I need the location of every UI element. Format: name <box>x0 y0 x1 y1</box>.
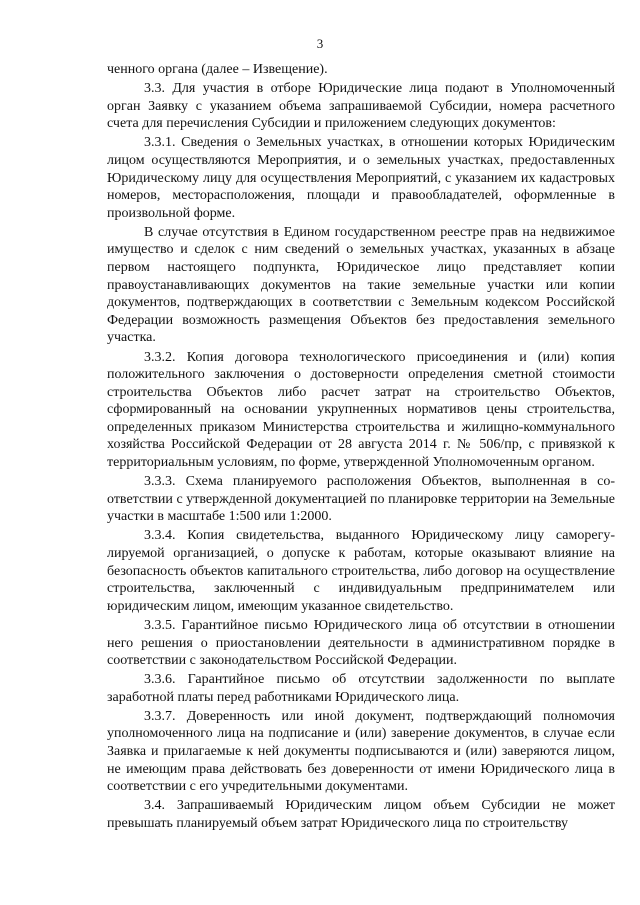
paragraph-3-3-7: 3.3.7. Доверенность или иной документ, подтверждающий полномочия уполномоченного лица на подписание и (или) заверение документов, в случае если Заявка и прилагаемые к ней документы подписываются и (или) заверяются лицом, не имеющим права действовать без доверенности от имени Юридического лица в соответствии с его учредительными документами. <box>107 708 615 795</box>
paragraph-3-3-5: 3.3.5. Гарантийное письмо Юридического лица об отсутствии в отношении него решения о приостановлении деятельности в административном порядке в соответствии с законодательством Российской Федерации. <box>107 617 615 669</box>
page-number: 3 <box>316 36 324 51</box>
paragraph-3-3-4: 3.3.4. Копия свидетельства, выданного Юридическому лицу саморегулируемой организацией, о допуске к работам, которые оказывают влияние на безопасность объектов капитального строительства, либо договор на осуществление строительства, заключенный с индивидуальным предпринимателем или юридическим лицом, имеющим указанное свидетельство. <box>107 528 615 614</box>
paragraph-continuation: ченного органа (далее – Извещение). <box>107 62 328 77</box>
paragraph-3-3-1-absence: В случае отсутствия в Едином государственном реестре прав на недвижимое имущество и сделок с ним сведений о земельных участках, указанных в абзаце первом настоящего подпункта, Юридическое лицо представляет копии правоустанавливающих документов на такие земельные участки или копии документов, подтверждающих в соответствии с Земельным кодексом Российской Федерации возможность размещения Объектов без предоставления земельного участка. <box>107 224 615 346</box>
paragraph-3-3-2: 3.3.2. Копия договора технологического присоединения и (или) копия положительного заключения о достоверности определения сметной стоимости строительства Объектов либо расчет затрат на строительство Объектов, сформированный на основании укрупненных нормативов цены строительства, определенных приказом Министерства строительства и жилищно-коммунального хозяйства Российской Федерации от 28 августа 2014 г. № 506/пр, с привязкой к территориальным условиям, по форме, утвержденной Уполномоченным органом. <box>107 349 615 471</box>
paragraph-3-4: 3.4. Запрашиваемый Юридическим лицом объем Субсидии не может превышать планируемый объем затрат Юридического лица по строительству <box>107 798 615 831</box>
paragraph-3-3-6: 3.3.6. Гарантийное письмо об отсутствии задолженности по выплате заработной платы перед работниками Юридического лица. <box>107 672 615 705</box>
paragraph-3-3: 3.3. Для участия в отборе Юридические лица подают в Уполномоченный орган Заявку с указанием объема запрашиваемой Субсидии, номера расчетного счета для перечисления Субсидии и приложением следующих документов: <box>107 81 615 132</box>
document-body <box>107 61 615 834</box>
paragraph-3-3-3: 3.3.3. Схема планируемого расположения Объектов, выполненная в соответствии с утвержденной документацией по планировке территории на Земельные участки в масштабе 1:500 или 1:2000. <box>107 474 615 525</box>
paragraph-3-3-1: 3.3.1. Сведения о Земельных участках, в отношении которых Юридическим лицом осуществляются Мероприятия, и о земельных участках, предоставленных Юридическому лицу для осуществления Мероприятий, с указанием их кадастровых номеров, месторасположения, площади и правообладателей, оформленные в произвольной форме. <box>107 135 615 221</box>
